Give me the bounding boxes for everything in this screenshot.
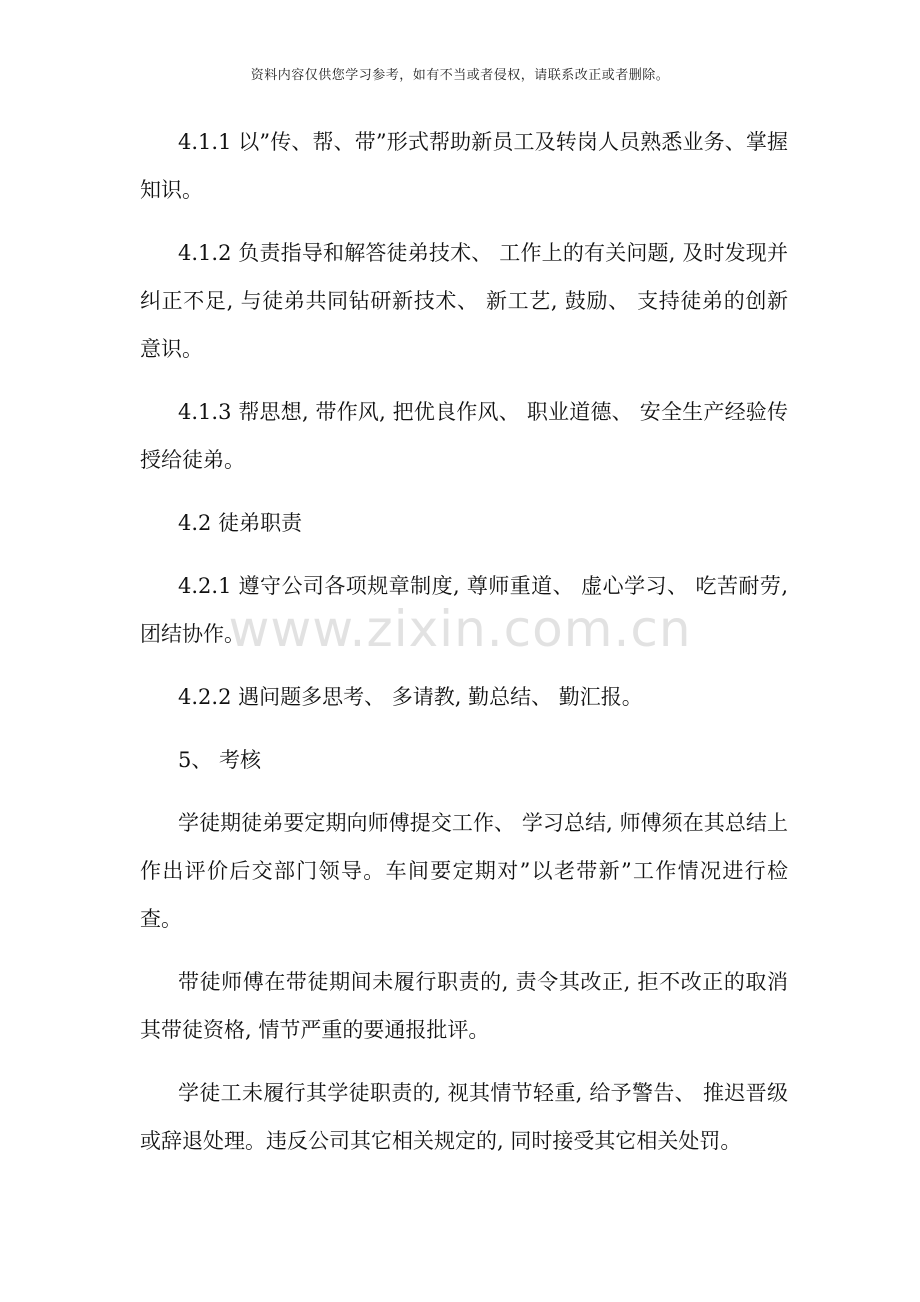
paragraph-apprentice-penalty: 学徒工未履行其学徒职责的, 视其情节轻重, 给予警告、 推迟晋级或辞退处理。违反公司其它相关规定的, 同时接受其它相关处罚。 bbox=[140, 1081, 788, 1153]
paragraph-4-1-2: 4.1.2 负责指导和解答徒弟技术、 工作上的有关问题, 及时发现并纠正不足, 与徒弟共同钻研新技术、 新工艺, 鼓励、 支持徒弟的创新意识。 bbox=[140, 241, 788, 361]
watermark-text: www.zixin.com.cn bbox=[228, 600, 692, 658]
paragraph-4-1-1: 4.1.1 以”传、帮、带”形式帮助新员工及转岗人员熟悉业务、掌握知识。 bbox=[140, 130, 788, 202]
header-disclaimer: 资料内容仅供您学习参考，如有不当或者侵权，请联系改正或者删除。 bbox=[250, 68, 670, 83]
paragraph-4-2-1: 4.2.1 遵守公司各项规章制度, 尊师重道、 虚心学习、 吃苦耐劳, 团结协作。 bbox=[140, 574, 788, 646]
heading-5: 5、 考核 bbox=[178, 748, 262, 772]
paragraph-4-2-2: 4.2.2 遇问题多思考、 多请教, 勤总结、 勤汇报。 bbox=[178, 685, 643, 709]
paragraph-4-1-3: 4.1.3 帮思想, 带作风, 把优良作风、 职业道德、 安全生产经验传授给徒弟。 bbox=[140, 400, 788, 472]
document-body bbox=[140, 118, 788, 1180]
paragraph-master-penalty: 带徒师傅在带徒期间未履行职责的, 责令其改正, 拒不改正的取消其带徒资格, 情节严重的要通报批评。 bbox=[140, 970, 788, 1042]
paragraph-assessment-summary: 学徒期徒弟要定期向师傅提交工作、 学习总结, 师傅须在其总结上作出评价后交部门领导。车间要定期对”以老带新”工作情况进行检查。 bbox=[140, 811, 788, 931]
heading-4-2: 4.2 徒弟职责 bbox=[178, 511, 303, 535]
